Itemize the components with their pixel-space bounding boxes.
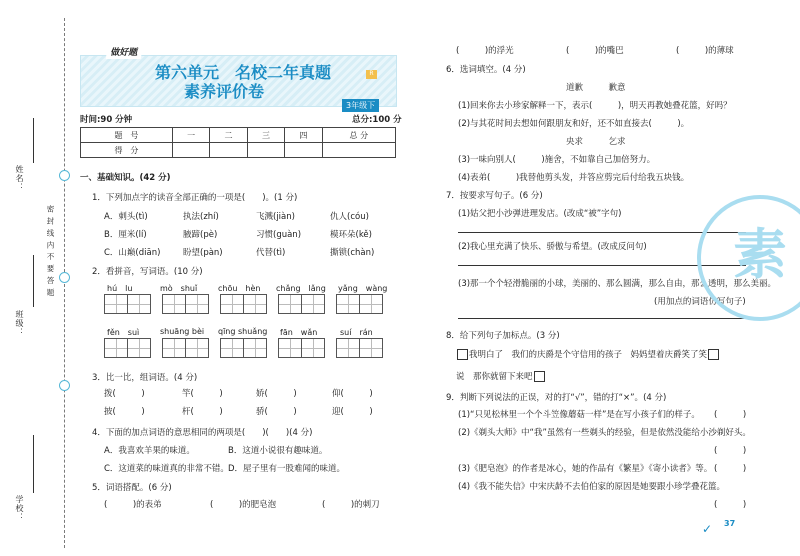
q1-option-c4: 撕锁(chàn) (330, 248, 375, 258)
q8-text-1: 我明白了 我们的庆爵是个守信用的孩子 妈妈望着庆爵笑了笑 (469, 350, 708, 360)
judge-blank[interactable]: ( ) (714, 446, 747, 456)
q1-option-c3: 代替(tì) (256, 248, 286, 258)
q7-sentence-2: (2)我心里充满了快乐、骄傲与希望。(改成反问句) (458, 242, 647, 252)
q4-option-c[interactable]: C．这道菜的味道真的非常不错。 (104, 464, 229, 474)
q9-statement-1: (1)“只见松林里一个个斗笠像蘑菇一样”是在写小孩子们的样子。 (458, 410, 700, 420)
q5-stem: 5．词语搭配。(6 分) (92, 483, 172, 493)
name-label: 姓名： (15, 165, 24, 192)
q9-stem: 9．判断下列说法的正误，对的打“√”，错的打“×”。(4 分) (446, 393, 667, 403)
q3-pair-1a[interactable]: 拨( ) (104, 389, 145, 399)
punct-box[interactable] (534, 371, 545, 382)
q5-item[interactable]: ( )的嘴巴 (566, 46, 624, 56)
q1-stem: 1．下列加点字的读音全部正确的一项是( )。(1 分) (92, 193, 298, 203)
score-cell[interactable] (210, 143, 247, 158)
pinyin: hú lu (107, 284, 133, 293)
pinyin: fěn suì (107, 328, 140, 337)
punct-box[interactable] (708, 349, 719, 360)
score-cell[interactable] (247, 143, 284, 158)
section-1-heading: 一、基础知识。(42 分) (80, 173, 171, 183)
q4-stem: 4．下面的加点词语的意思相同的两项是( )( )(4 分) (92, 428, 313, 438)
q7-sentence-3-note: (用加点的词语仿写句子) (654, 297, 746, 307)
writing-grid[interactable] (278, 294, 324, 314)
class-line (33, 255, 34, 307)
title-line-1: 第六单元 名校二年真题 (155, 63, 332, 82)
writing-grid[interactable] (162, 294, 208, 314)
score-cell[interactable] (285, 143, 322, 158)
q4-option-d[interactable]: D．屋子里有一股难闻的味道。 (228, 464, 346, 474)
q5-item[interactable]: ( )的刺刀 (322, 500, 380, 510)
q1-option-b2: 腋蹄(pè) (183, 230, 218, 240)
punct-box[interactable] (457, 349, 468, 360)
q5-item[interactable]: ( )的浮光 (456, 46, 514, 56)
q3-pair-3b[interactable]: 骄( ) (256, 407, 297, 417)
q3-pair-4a[interactable]: 仰( ) (332, 389, 373, 399)
q1-option-a4: 仇人(cóu) (330, 212, 369, 222)
writing-grid[interactable] (162, 338, 208, 358)
score-head: 四 (285, 128, 322, 143)
judge-blank[interactable]: ( ) (714, 464, 747, 474)
pinyin: fān wǎn (280, 328, 318, 337)
writing-grid[interactable] (104, 294, 150, 314)
q8-line-1 (456, 348, 720, 360)
q1-option-a2: 执法(zhí) (183, 212, 219, 222)
q5-item[interactable]: ( )的肥皂泡 (210, 500, 277, 510)
seal-text: 密 封 线 内 不 要 答 题 (46, 205, 55, 297)
q1-option-c1[interactable]: C．山巅(diān) (104, 248, 161, 258)
judge-blank[interactable]: ( ) (714, 500, 747, 510)
pinyin: qīng shuǎng (218, 327, 268, 336)
q5-item[interactable]: ( )的表弟 (104, 500, 162, 510)
score-cell[interactable] (172, 143, 209, 158)
q6-words-1: 道歉 歉意 (566, 83, 626, 93)
brand-tag: 做好题 (106, 44, 144, 59)
school-line (33, 435, 34, 493)
pinyin: mò shuǐ (160, 284, 198, 293)
q3-pair-3a[interactable]: 娇( ) (256, 389, 297, 399)
q8-text-2: 说 那你就留下来吧 (456, 372, 533, 382)
writing-grid[interactable] (336, 338, 382, 358)
q2-stem: 2．看拼音，写词语。(10 分) (92, 267, 203, 277)
q4-option-b[interactable]: B．这道小说很有趣味道。 (228, 446, 328, 456)
q6-words-2: 央求 乞求 (566, 137, 626, 147)
time-label: 时间:90 分钟 (80, 115, 133, 125)
pinyin: chǎng lǎng (276, 284, 326, 293)
pinyin: yǎng wàng (338, 284, 388, 293)
q1-option-b4: 模环朵(kě) (330, 230, 372, 240)
q3-pair-2b[interactable]: 杆( ) (182, 407, 223, 417)
binding-dot (59, 170, 70, 181)
name-line (33, 118, 34, 163)
title-line-2: 素养评价卷 (184, 82, 265, 101)
score-head: 一 (172, 128, 209, 143)
q3-stem: 3．比一比，组词语。(4 分) (92, 373, 198, 383)
q6-sentence-1: (1)回来你去小珍家解释一下，表示( )，明天再教她叠花篮，好吗？ (458, 101, 732, 111)
score-head: 三 (247, 128, 284, 143)
pinyin: chōu hèn (218, 284, 261, 293)
q1-option-b3: 习惯(guàn) (256, 230, 302, 240)
q7-stem: 7．按要求写句子。(6 分) (446, 191, 543, 201)
q8-stem: 8．给下列句子加标点。(3 分) (446, 331, 560, 341)
answer-line[interactable] (458, 318, 746, 319)
judge-blank[interactable]: ( ) (714, 410, 747, 420)
q8-line-2 (456, 370, 546, 382)
watermark-seal: 素 (697, 195, 800, 321)
q4-option-a[interactable]: A．我喜欢羊果的味道。 (104, 446, 195, 456)
checkmark-icon: ✓ (702, 522, 713, 536)
binding-line (64, 18, 65, 548)
q9-statement-3: (3)《肥皂泡》的作者是冰心，她的作品有《繁星》《寄小读者》等。 (458, 464, 713, 474)
writing-grid[interactable] (220, 294, 266, 314)
score-head: 二 (210, 128, 247, 143)
q7-sentence-1: (1)姑父把小沙弹进理发店。(改成“被”字句) (458, 209, 622, 219)
binding-dot (59, 272, 70, 283)
total-label: 总分:100 分 (352, 115, 402, 125)
school-label: 学校： (15, 495, 24, 522)
class-label: 班级： (15, 310, 24, 337)
q3-pair-1b[interactable]: 披( ) (104, 407, 145, 417)
q6-sentence-4: (4)表弟( )我替他剪头发，并答应剪完后付给我五块钱。 (458, 173, 690, 183)
q1-option-b1[interactable]: B．厘米(lí) (104, 230, 147, 240)
pinyin: suí rán (340, 328, 373, 337)
writing-grid[interactable] (220, 338, 266, 358)
q6-stem: 6．选词填空。(4 分) (446, 65, 526, 75)
writing-grid[interactable] (336, 294, 382, 314)
pinyin: shuāng bèi (160, 327, 205, 336)
q5-item[interactable]: ( )的薄球 (676, 46, 734, 56)
writing-grid[interactable] (104, 338, 150, 358)
score-row-label: 得 分 (81, 143, 173, 158)
binding-dot (59, 380, 70, 391)
score-table (80, 127, 396, 158)
grade-label: 3年级下 (342, 99, 379, 112)
page-number: 37 (724, 519, 736, 528)
score-cell[interactable] (322, 143, 395, 158)
q6-sentence-2: (2)与其花时间去想如何跟朋友和好，还不如直接去( )。 (458, 119, 690, 129)
q7-sentence-3: (3)那一个个轻滑脆丽的小球，美丽的、那么圆满，那么自由，那么透明，那么美丽。 (458, 279, 777, 289)
q9-statement-4: (4)《我不能失信》中宋庆龄不去伯伯家的原因是她要跟小珍学叠花篮。 (458, 482, 726, 492)
q1-option-a1[interactable]: A．刺头(tì) (104, 212, 148, 222)
q1-option-c2: 盼望(pàn) (183, 248, 223, 258)
edition-badge: R (366, 70, 377, 79)
q3-pair-2a[interactable]: 竿( ) (182, 389, 223, 399)
q1-option-a3: 飞溅(jiàn) (256, 212, 295, 222)
q9-statement-2: (2)《剃头大师》中“我”虽然有一些剃头的经验，但是依然没能给小沙剃好头。 (458, 428, 751, 438)
writing-grid[interactable] (278, 338, 324, 358)
q6-sentence-3: (3)一味向别人( )施舍，不如靠自己加倍努力。 (458, 155, 656, 165)
q3-pair-4b[interactable]: 迎( ) (332, 407, 373, 417)
score-head: 总 分 (322, 128, 395, 143)
score-head: 题 号 (81, 128, 173, 143)
